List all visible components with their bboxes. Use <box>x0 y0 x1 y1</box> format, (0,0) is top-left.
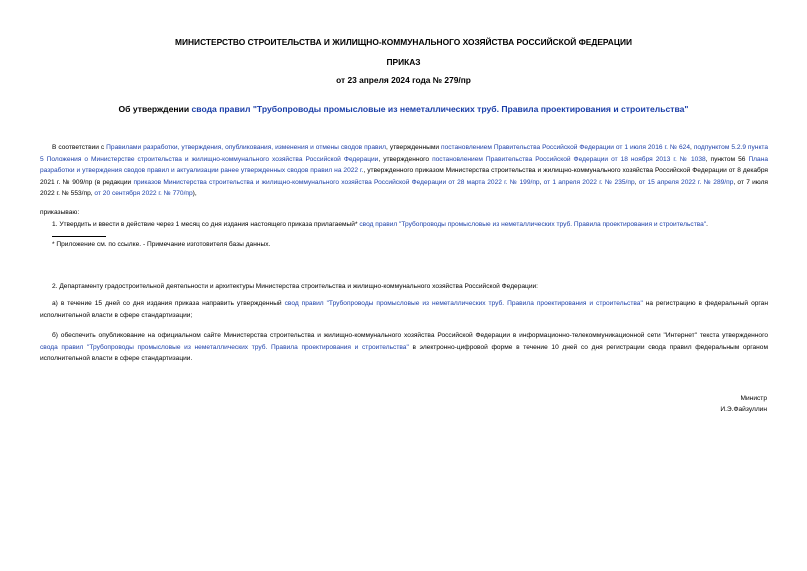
item-1-text: 1. Утвердить и ввести в действие через 1 месяц со дня издания настоящего приказа прилагаемый* <box>52 221 360 228</box>
preamble-link-order-235[interactable]: от 1 апреля 2022 г. № 235/пр <box>543 178 635 186</box>
preamble-text-9: , от 7 июля 2022 г. № 553/пр, <box>40 178 768 198</box>
preamble-text-8: , <box>634 178 639 186</box>
preamble-text-4: , утвержденного <box>378 155 433 163</box>
date-number-heading: от 23 апреля 2024 года № 279/пр <box>336 75 471 85</box>
signature-name: И.Э.Файзуллин <box>720 406 767 413</box>
signature-block <box>720 393 767 415</box>
footnote: * Приложение см. по ссылке. - Примечание изготовителя базы данных. <box>52 241 271 248</box>
preamble-link-plan[interactable]: Плана разработки и утверждения сводов правил и актуализации ранее утвержденных сводов правил на 2022 г. <box>40 155 768 175</box>
doc-type-heading: ПРИКАЗ <box>386 57 421 67</box>
preamble-text-1: В соответствии с <box>52 144 107 151</box>
title-link[interactable]: свода правил "Трубопроводы промысловые из неметаллических труб. Правила проектирования и строительства" <box>191 104 689 114</box>
signature-role: Министр <box>740 395 767 402</box>
item-2a <box>40 298 768 321</box>
item-1 <box>52 219 708 230</box>
footnote-divider <box>52 236 106 237</box>
document-title <box>0 104 807 114</box>
order-word: приказываю: <box>40 209 80 216</box>
preamble-link-regulation[interactable]: подпунктом 5.2.9 пункта 5 Положения о Министерстве строительства и жилищно-коммунального хозяйства Российской Федерации <box>40 144 769 163</box>
preamble-link-order-289[interactable]: от 15 апреля 2022 г. № 289/пр <box>638 178 734 186</box>
item-2: 2. Департаменту градостроительной деятельности и архитектуры Министерства строительства и жилищно-коммунального хозяйства Российской Федерации: <box>52 283 539 290</box>
preamble-link-order-199[interactable]: приказов Министерства строительства и жилищно-коммунального хозяйства Российской Федерации от 28 марта 2022 г. № 199/пр <box>133 178 540 186</box>
preamble-text-7: , <box>539 178 544 186</box>
ministry-heading: МИНИСТЕРСТВО СТРОИТЕЛЬСТВА И ЖИЛИЩНО-КОММУНАЛЬНОГО ХОЗЯЙСТВА РОССИЙСКОЙ ФЕДЕРАЦИИ <box>175 37 632 47</box>
preamble-paragraph <box>40 142 768 200</box>
preamble-text-2: , утвержденными <box>386 144 442 151</box>
item-2a-text: а) в течение 15 дней со дня издания приказа направить утвержденный <box>52 300 285 307</box>
item-1-link[interactable]: свод правил "Трубопроводы промысловые из неметаллических труб. Правила проектирования и строительства" <box>359 221 707 228</box>
item-1-end: . <box>706 221 709 228</box>
preamble-text-3: , <box>690 144 694 151</box>
preamble-link-decree-624[interactable]: постановлением Правительства Российской Федерации от 1 июля 2016 г. № 624 <box>441 144 691 151</box>
preamble-text-6: , утвержденного приказом Министерства строительства и жилищно-коммунального хозяйства Российской Федерации от 8 декабря 2021 г. № 909/пр (в редакции <box>40 167 769 186</box>
title-prefix: Об утверждении <box>118 104 192 114</box>
preamble-link-decree-1038[interactable]: постановлением Правительства Российской Федерации от 18 ноября 2013 г. № 1038 <box>432 155 706 163</box>
item-2b <box>40 330 768 365</box>
item-2b-end: в электронно-цифровой форме в течение 10 дней со дня регистрации свода правил федеральным органом исполнительной власти в сфере стандартизации. <box>40 343 768 363</box>
preamble-link-order-770[interactable]: от 20 сентября 2022 г. № 770/пр <box>94 190 193 198</box>
preamble-text-10: ), <box>192 190 197 198</box>
preamble-link-rules[interactable]: Правилами разработки, утверждения, опубликования, изменения и отмены сводов правил <box>106 144 387 151</box>
item-2a-end: на регистрацию в федеральный орган исполнительной власти в сфере стандартизации; <box>40 300 768 319</box>
item-2a-link[interactable]: свод правил "Трубопроводы промысловые из неметаллических труб. Правила проектирования и строительства" <box>284 300 643 307</box>
item-2b-link[interactable]: свода правил "Трубопроводы промысловые из неметаллических труб. Правила проектирования и строительства" <box>40 343 409 351</box>
preamble-text-5: , пунктом 56 <box>705 155 749 163</box>
item-2b-text: б) обеспечить опубликование на официальном сайте Министерства строительства и жилищно-коммунального хозяйства Российской Федерации в информационно-телекоммуникационной сети "Интернет" текста утвержденного <box>52 332 768 339</box>
